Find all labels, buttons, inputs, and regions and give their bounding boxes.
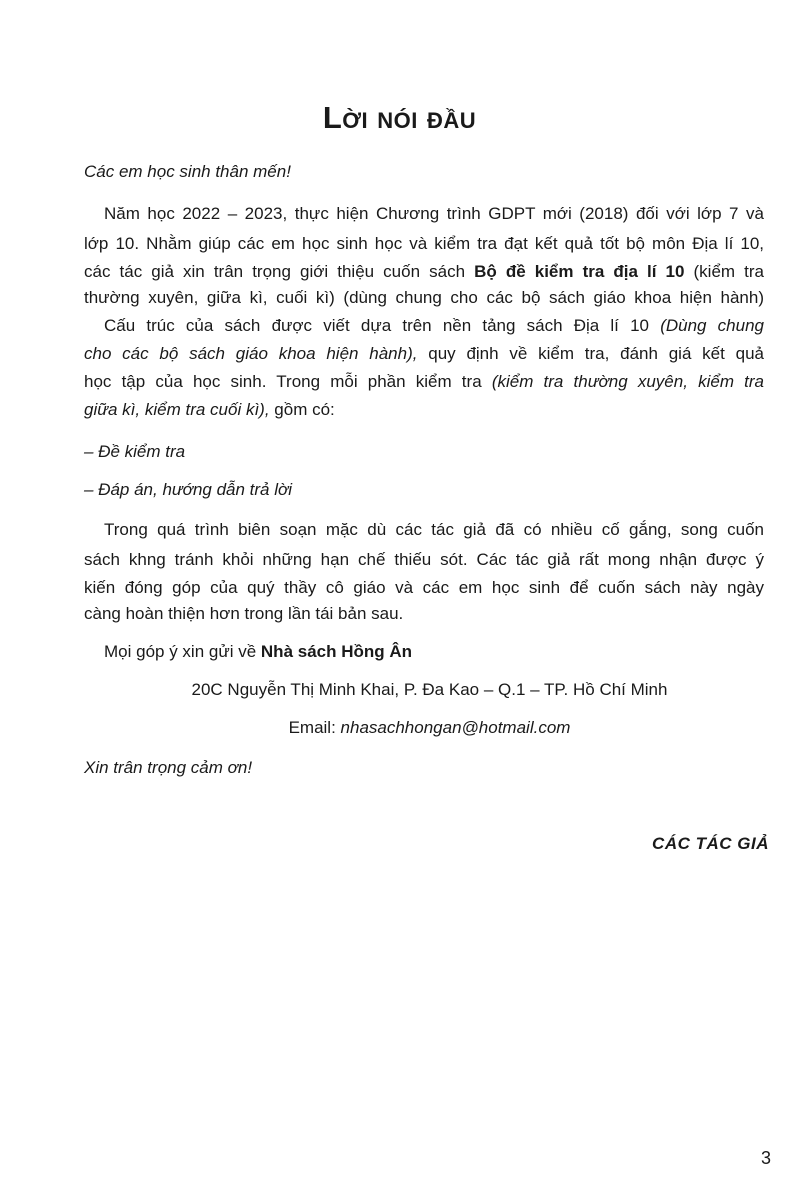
contact-intro-text: Mọi góp ý xin gửi về: [104, 642, 257, 661]
para3-line2: sách khng tránh khỏi những hạn chế thiếu sót. Các tác giả rất mong nhận được ý: [84, 550, 764, 569]
para1-line2: lớp 10. Nhằm giúp các em học sinh học và kiểm tra đạt kết quả tốt bộ môn Địa lí 10,: [84, 234, 764, 253]
para2-line1-italic: (Dùng chung: [660, 316, 765, 335]
para2-line1-text: Cấu trúc của sách được viết dựa trên nền tảng sách Địa lí 10: [104, 316, 650, 335]
bullet-item: – Đề kiểm tra: [84, 442, 186, 461]
para1-line3-text: các tác giả xin trân trọng giới thiệu cuốn sách: [84, 262, 466, 281]
para1-line3-end: (kiểm tra: [693, 262, 764, 281]
para2-line3: [84, 370, 764, 394]
para2-line3-italic: (kiểm tra thường xuyên, kiểm tra: [491, 372, 764, 391]
book-title: Bộ đề kiểm tra địa lí 10: [474, 262, 685, 281]
para2-line2: [84, 342, 764, 366]
para3-line1: Trong quá trình biên soạn mặc dù các tác giả đã có nhiều cố gắng, song cuốn: [104, 520, 764, 539]
para2-line2-text: quy định về kiểm tra, đánh giá kết quả: [428, 344, 764, 363]
publisher-address: 20C Nguyễn Thị Minh Khai, P. Đa Kao – Q.1 – TP. Hồ Chí Minh: [191, 680, 668, 699]
email-address: nhasachhongan@hotmail.com: [340, 718, 571, 737]
email-label: Email:: [288, 718, 336, 737]
para3-line3: kiến đóng góp của quý thầy cô giáo và các em học sinh để cuốn sách này ngày: [84, 578, 764, 597]
page-title: Lời nói đầu: [322, 100, 477, 135]
para1-line1: Năm học 2022 – 2023, thực hiện Chương trình GDPT mới (2018) đối với lớp 7 và: [104, 204, 764, 223]
para2-line1: [104, 314, 764, 338]
publisher-email: [30, 716, 799, 740]
para2-line4-italic: giữa kì, kiểm tra cuối kì),: [84, 400, 270, 419]
signature: CÁC TÁC GIẢ: [652, 834, 769, 853]
para2-line3-text: học tập của học sinh. Trong mỗi phần kiểm tra: [84, 372, 482, 391]
para2-line2-italic: cho các bộ sách giáo khoa hiện hành),: [84, 344, 418, 363]
page-number: 3: [760, 1148, 771, 1168]
contact-intro: [104, 640, 412, 664]
closing-thanks: Xin trân trọng cảm ơn!: [84, 758, 253, 777]
greeting: Các em học sinh thân mến!: [84, 162, 291, 181]
bullet-item: – Đáp án, hướng dẫn trả lời: [84, 480, 293, 499]
para2-line4: [84, 398, 335, 422]
para1-line4: thường xuyên, giữa kì, cuối kì) (dùng chung cho các bộ sách giáo khoa hiện hành): [84, 288, 764, 307]
para1-line3: [84, 260, 764, 284]
para2-line4-text: gồm có:: [274, 400, 335, 419]
para3-line4: càng hoàn thiện hơn trong lần tái bản sau.: [84, 604, 404, 623]
publisher-name: Nhà sách Hồng Ân: [260, 642, 413, 661]
